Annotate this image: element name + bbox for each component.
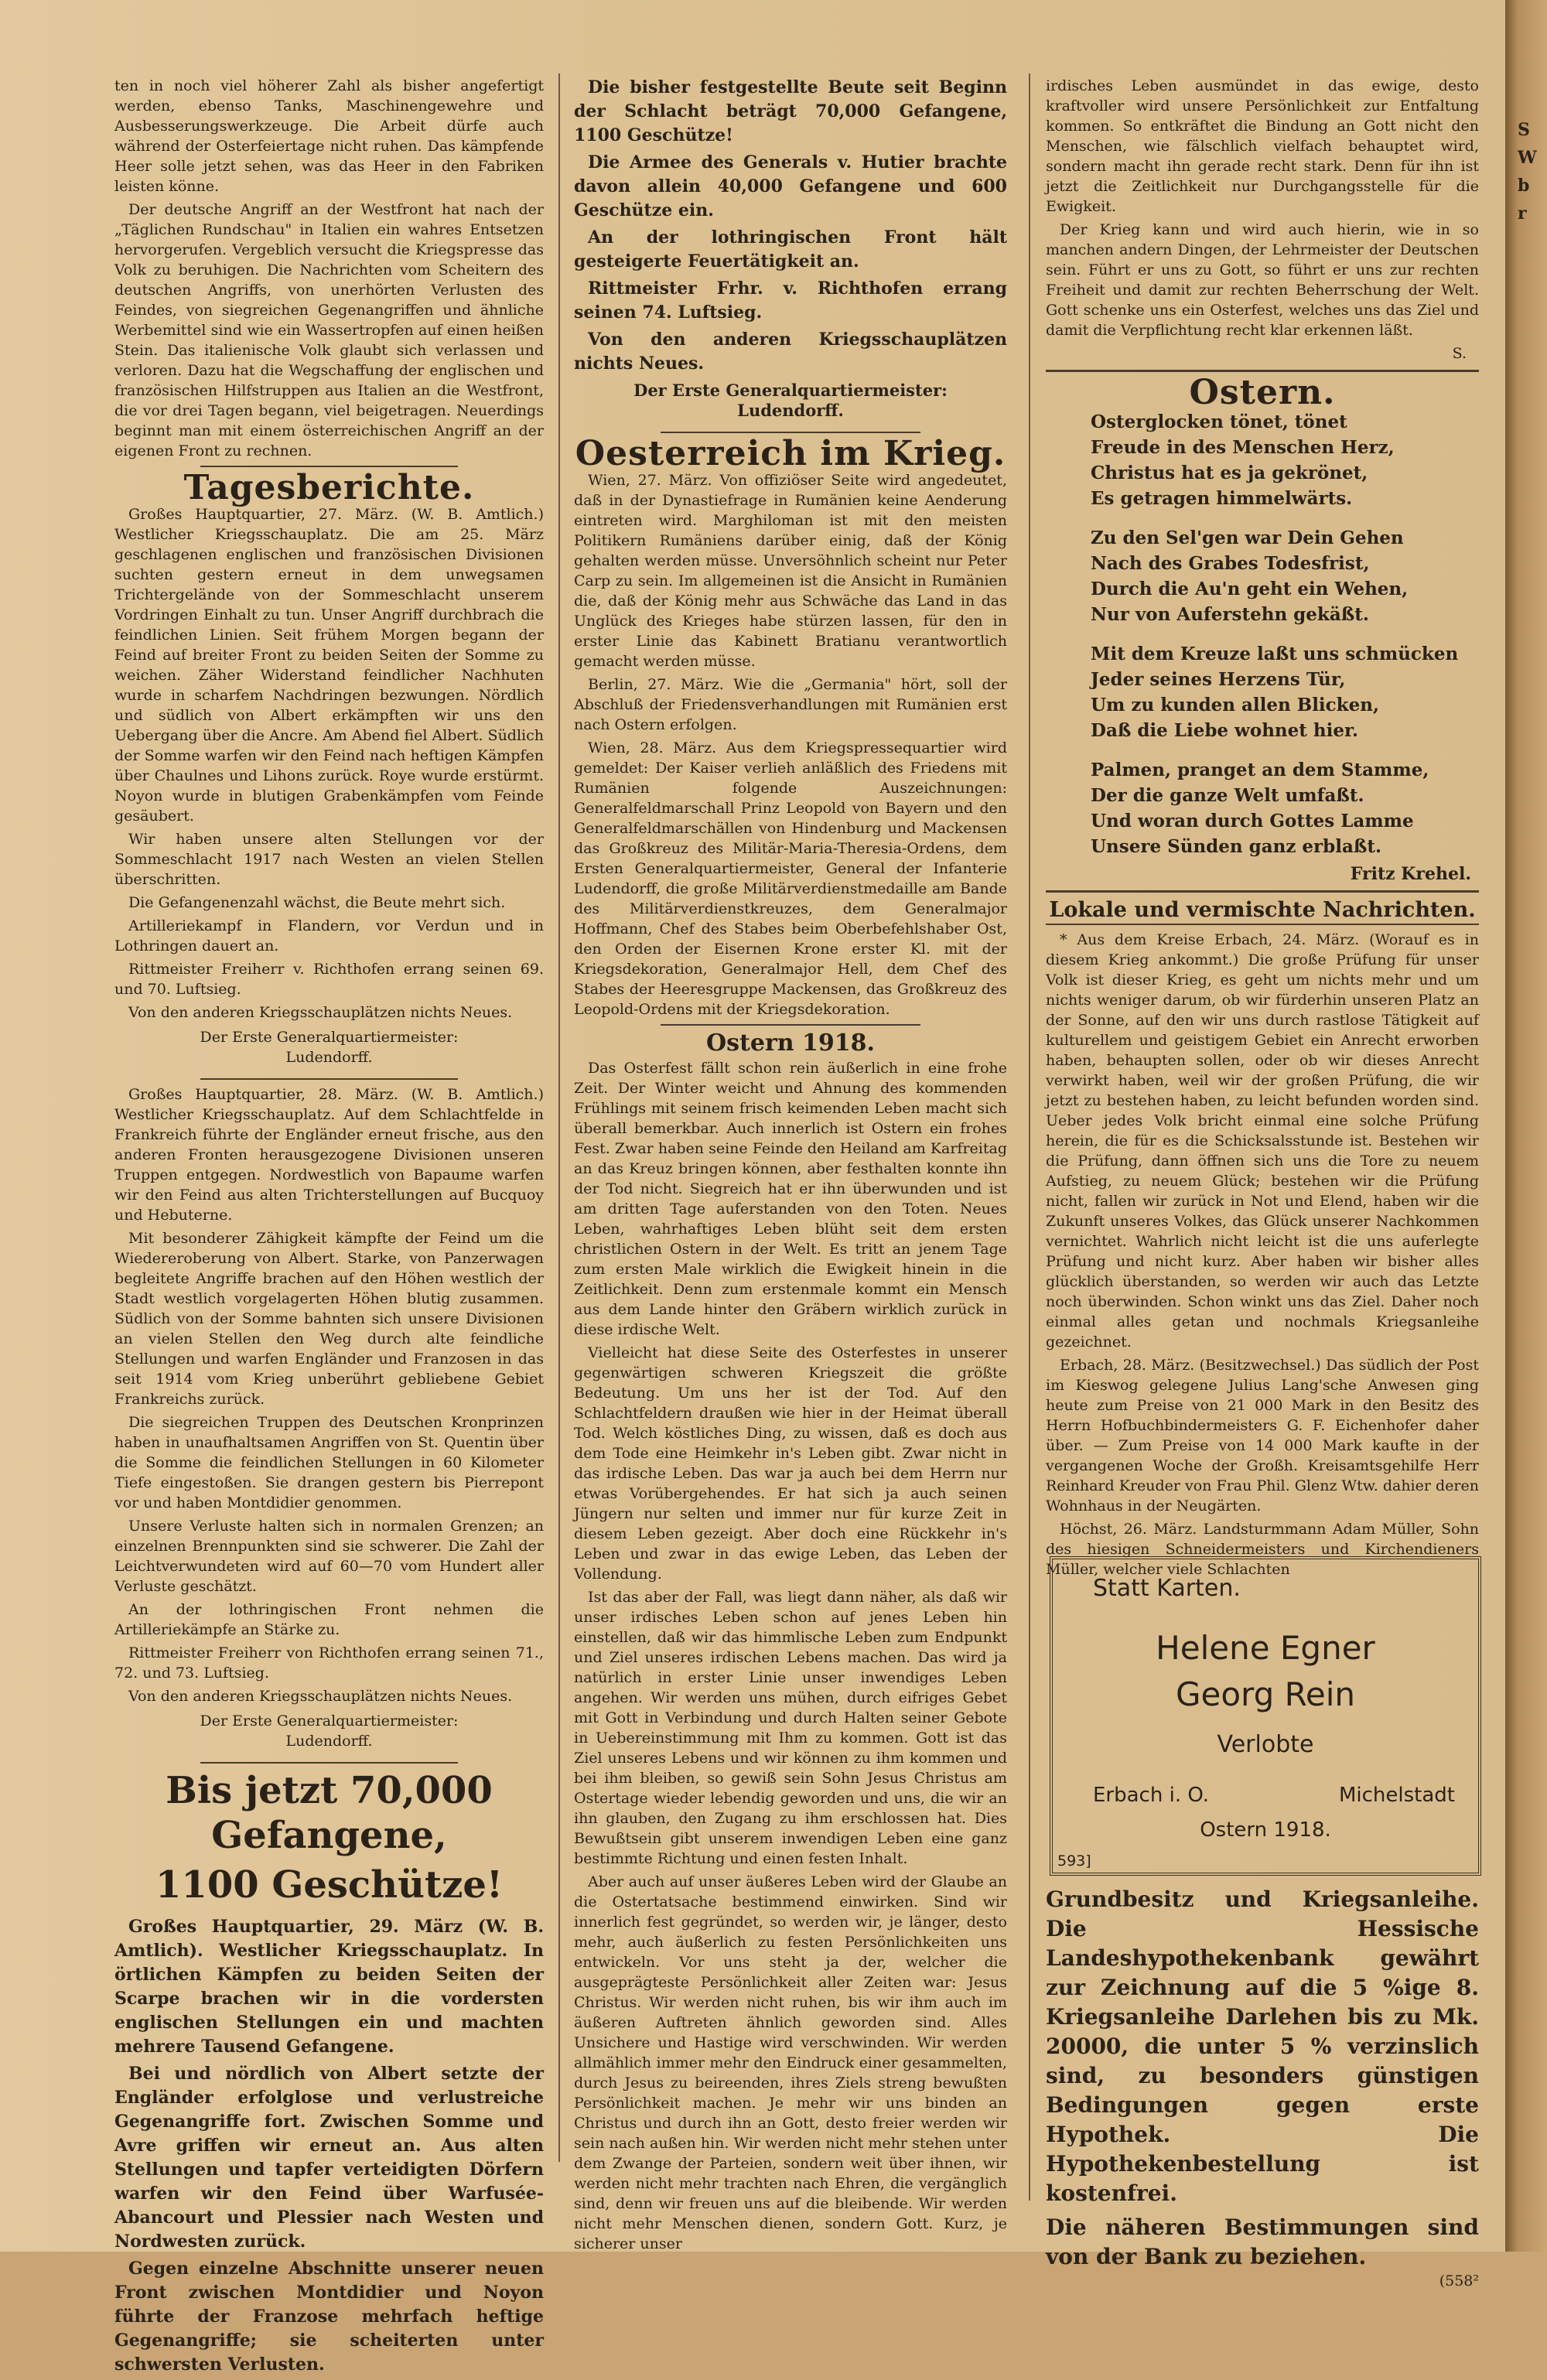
local-news-paragraph: Höchst, 26. März. Landsturmmann Adam Müller, Sohn des hiesigen Schneidermeisters und Kirchendieners Müller, welcher viele Schlachten xyxy=(1046,1521,1479,1578)
poem-line: Es getragen himmelwärts. xyxy=(1091,488,1353,509)
report-paragraph: Unsere Verluste halten sich in normalen Grenzen; an einzelnen Brennpunkten sind sie schwerer. Die Zahl der Leichtverwundeten wird auf 60—70 vom Hundert aller Verluste geschätzt. xyxy=(114,1518,544,1595)
poem-line: Zu den Sel'gen war Dein Gehen xyxy=(1091,528,1404,548)
poem-line: Osterglocken tönet, tönet xyxy=(1091,411,1347,432)
announcement-name: Georg Rein xyxy=(1175,1675,1356,1713)
column-2 xyxy=(574,76,1007,2257)
signature-name: Ludendorff. xyxy=(285,1733,373,1750)
poem-author: Fritz Krehel. xyxy=(1350,864,1471,884)
announcement-place: Michelstadt xyxy=(1338,1784,1455,1807)
bulletin-paragraph: Bei und nördlich von Albert setzte der Engländer erfolglose und verlustreiche Gegenangriffe fort. Zwischen Somme und Avre griffen wir erneut an. Aus alten Stellungen und tapfer verteidigten Dörfern warfen wir den Feind über Warfusée-Abancourt und Plessier nach Westen und Nordwesten zurück. xyxy=(114,2064,544,2252)
divider xyxy=(661,432,920,433)
report-paragraph: Großes Hauptquartier, 28. März. (W. B. Amtlich.) Westlicher Kriegsschauplatz. Auf dem Schlachtfelde in Frankreich führte der Engländer erneut frische, aus den anderen Fronten herausgezogene Divisionen unseren Truppen entgegen. Nordwestlich von Bapaume warfen wir den Feind aus alten Trichterstellungen auf Bucquoy und Hebuterne. xyxy=(114,1086,544,1224)
bank-advertisement xyxy=(1046,1885,1479,2290)
poem-line: Freude in des Menschen Herz, xyxy=(1091,437,1395,458)
report-paragraph: Artilleriekampf in Flandern, vor Verdun und in Lothringen dauert an. xyxy=(114,917,544,954)
announcement-name: Helene Egner xyxy=(1156,1629,1375,1667)
bulletin-paragraph: Gegen einzelne Abschnitte unserer neuen Front zwischen Montdidier und Noyon führte der Franzose mehrfach heftige Gegenangriffe; sie scheiterten unter schwersten Verlusten. xyxy=(114,2259,544,2375)
report-paragraph: Wir haben unsere alten Stellungen vor der Sommeschlacht 1917 nach Westen an vielen Stellen überschritten. xyxy=(114,831,544,888)
divider xyxy=(200,1762,458,1764)
divider xyxy=(661,1024,920,1026)
poem-stanza-1 xyxy=(1046,409,1479,511)
report-paragraph: Großes Hauptquartier, 27. März. (W. B. Amtlich.) Westlicher Kriegsschauplatz. Die am 25. März geschlagenen englischen und französischen Divisionen suchten gestern erneut in dem unwegsamen Trichtergelände von der Sommeschlacht unserem Vordringen Einhalt zu tun. Unser Angriff durchbrach die feindlichen Linien. Seit frühem Morgen begann der Feind auf breiter Front zu beiden Seiten der Somme zu weichen. Zäher Widerstand feindlicher Nachhuten wurde in scharfem Nachdringen bezwungen. Nördlich und südlich von Albert erkämpften wir uns den Uebergang über die Ancre. Am Abend fiel Albert. Südlich der Somme warfen wir den Feind nach heftigen Kämpfen über Chaulnes und Lihons zurück. Roye wurde erstürmt. Noyon wurde in blutigen Grabenkämpfen vom Feinde gesäubert. xyxy=(114,506,544,825)
column-3 xyxy=(1046,76,1479,1583)
signature-title: Der Erste Generalquartiermeister: xyxy=(633,381,948,400)
poem-line: Der die ganze Welt umfaßt. xyxy=(1091,785,1364,806)
poem-stanza-3 xyxy=(1046,641,1479,743)
essay-paragraph: Aber auch auf unser äußeres Leben wird der Glaube an die Ostertatsache bestimmend einwirken. Sind wir innerlich fest gegründet, so werden wir, je länger, desto mehr, auch äußerlich zu festen Persönlichkeiten uns entwickeln. Vor uns steht ja der, welcher die ausgeprägteste Persönlichkeit aller Zeiten war: Jesus Christus. Wir werden nicht ruhen, bis wir ihm auch im äußeren Auftreten ähnlich geworden sind. Alles Unsichere und Hastige wird verschwinden. Wir werden allmählich immer mehr den Eindruck einer gesammelten, durch Jesus zu beireenden, ihres Ziels streng bewußten Persönlichkeit machen. Je mehr wir uns binden an Christus und durch ihn an Gott, desto freier werden wir sein nach außen hin. Wir werden nicht mehr stehen unter dem Zwange der Parteien, sondern weit über ihnen, wir werden nicht mehr trachten nach Ehren, die vergänglich sind, denn wir freuen uns auf die bleibende. Wir werden nicht mehr Menschen dienen, sondern Gott. Kurz, je sicherer unser xyxy=(574,1873,1007,2252)
divider xyxy=(200,466,458,467)
bulletin-paragraph: Großes Hauptquartier, 29. März (W. B. Amtlich). Westlicher Kriegsschauplatz. In örtlichen Kämpfen zu beiden Seiten der Scarpe brachen wir in die vordersten englischen Stellungen ein und machten mehrere Tausend Gefangene. xyxy=(114,1917,544,2057)
report-paragraph: Von den anderen Kriegsschauplätzen nichts Neues. xyxy=(128,1688,513,1705)
signature-name: Ludendorff. xyxy=(737,401,844,420)
headline-line-1: Bis jetzt 70,000 Gefangene, xyxy=(166,1769,493,1857)
essay-signature: S. xyxy=(1452,345,1467,362)
report-paragraph: Die siegreichen Truppen des Deutschen Kronprinzen haben in unaufhaltsamen Angriffen von St. Quentin über die Somme die feindlichen Stellungen in 60 Kilometer Tiefe eingestoßen. Sie drangen gestern bis Pierrepont vor und haben Montdidier genommen. xyxy=(114,1414,544,1511)
essay-paragraph: Das Osterfest fällt schon rein äußerlich in eine frohe Zeit. Der Winter weicht und Ahnung des kommenden Frühlings mit seinem frisch keimenden Leben macht sich überall bemerkbar. Auch innerlich ist Ostern ein frohes Fest. Zwar haben seine Feinde den Heiland am Karfreitag an das Kreuz bringen können, aber festhalten konnte ihn der Tod nicht. Siegreich hat er ihn überwunden und ist am dritten Tage auferstanden von den Toten. Neues Leben, wahrhaftiges Leben blüht seit dem ersten christlichen Ostern in der Welt. Es tritt an jenem Tage zum ersten Male wirklich die Ewigkeit hinein in die Zeitlichkeit. Denn zum erstenmale kommt ein Mensch aus dem Lande hinter den Gräbern wirklich zurück in diese irdische Welt. xyxy=(574,1060,1007,1338)
column-rule-1 xyxy=(558,73,560,2162)
bulletin-paragraph: Rittmeister Frhr. v. Richthofen errang seinen 74. Luftsieg. xyxy=(574,278,1007,323)
poem-line: Nach des Grabes Todesfrist, xyxy=(1091,553,1370,574)
essay-paragraph: Vielleicht hat diese Seite des Osterfestes in unserer gegenwärtigen schweren Kriegszeit die größte Bedeutung. Um uns her ist der Tod. Auf den Schlachtfeldern draußen wie hier in der Heimat überall Tod. Welch köstliches Ding, zu wissen, daß es doch aus dem Tode eine Heimkehr in's Leben gibt. Zwar nicht in das irdische Leben. Das war ja auch bei dem Herrn nur etwas Vorübergehendes. Er hat sich ja auch seinen Jüngern nur selten und immer nur für kurze Zeit in diesem Leben gezeigt. Aber doch eine Rückkehr in's Leben und zwar in das ewige Leben, das Leben der Vollendung. xyxy=(574,1344,1007,1583)
poem-line: Mit dem Kreuze laßt uns schmücken xyxy=(1091,644,1459,664)
announcement-header: Statt Karten. xyxy=(1093,1575,1241,1602)
ad-number: 593] xyxy=(1057,1852,1091,1870)
announcement-place: Erbach i. O. xyxy=(1093,1784,1210,1807)
column-1 xyxy=(114,76,544,2380)
divider xyxy=(1046,890,1479,893)
section-heading: Tagesberichte. xyxy=(183,468,475,507)
section-heading: Ostern. xyxy=(1189,373,1336,412)
poem-line: Unsere Sünden ganz erblaßt. xyxy=(1091,836,1381,857)
signature-title: Der Erste Generalquartiermeister: xyxy=(200,1029,459,1046)
essay-paragraph: Ist das aber der Fall, was liegt dann näher, als daß wir unser irdisches Leben schon auf jenes Leben hin einstellen, daß wir das himmlische Leben zum Endpunkt und Ziel unseres irdischen Lebens machen. Das wird ja natürlich in erster Linie unser inwendiges Leben angehen. Wir werden uns mühen, durch eifriges Gebet mit Gott in Verbindung und durch Halten seiner Gebote in Uebereinstimmung mit Ihm zu kommen. Gott ist das Ziel unseres Lebens und wir können zu ihm kommen und bei ihm bleiben, so gewiß sein Sohn Jesus Christus am Ostertage wieder lebendig geworden und uns, die wir an ihn glauben, den Zugang zu ihm erschlossen hat. Dies Bewußtsein gibt unserem inwendigen Leben eine ganz bestimmte Richtung und einen festen Inhalt. xyxy=(574,1589,1007,1867)
poem-line: Nur von Auferstehn gekäßt. xyxy=(1091,604,1369,625)
report-paragraph: Die Gefangenenzahl wächst, die Beute mehrt sich. xyxy=(128,894,506,911)
poem-line: Daß die Liebe wohnet hier. xyxy=(1091,720,1359,741)
article-paragraph: Der deutsche Angriff an der Westfront hat nach der „Täglichen Rundschau" in Italien ein wahres Entsetzen hervorgerufen. Vergeblich versucht die Kriegspresse das Volk zu beruhigen. Die Nachrichten vom Scheitern des deutschen Angriffs, von unerhörten Verlusten des Feindes, von siegreichen Gegenangriffen und ähnliche Werbemittel sind wie ein Wassertropfen auf einen heißen Stein. Das italienische Volk glaubt sich verlassen und verloren. Dazu hat die Wegschaffung der englischen und französischen Hilfstruppen aus Italien an die Westfront, die vor drei Tagen begann, viel beigetragen. Neuerdings beginnt man mit einem österreichischen Angriff an der eigenen Front zu rechnen. xyxy=(114,201,544,459)
divider xyxy=(200,1078,458,1080)
section-heading: Oesterreich im Krieg. xyxy=(575,434,1006,473)
local-news-paragraph: Erbach, 28. März. (Besitzwechsel.) Das südlich der Post im Kieswog gelegene Julius Lang'sche Anwesen ging heute zum Preise von 21 000 Mark in den Besitz des Herrn Hofbuchbindermeisters G. F. Eichenhofer daher über. — Zum Preise von 14 000 Mark kaufte in der vergangenen Woche der Großh. Kreisamtsgehilfe Herr Reinhard Kreuder von Frau Phil. Glenz Wtw. dahier deren Wohnhaus in der Neugärten. xyxy=(1046,1357,1479,1514)
announcement-status: Verlobte xyxy=(1217,1731,1314,1758)
poem-stanza-4 xyxy=(1046,757,1479,859)
bulletin-paragraph: Von den anderen Kriegsschauplätzen nichts Neues. xyxy=(574,330,1007,374)
report-paragraph: Rittmeister Freiherr v. Richthofen errang seinen 69. und 70. Luftsieg. xyxy=(114,961,544,998)
news-paragraph: Wien, 28. März. Aus dem Kriegspressequartier wird gemeldet: Der Kaiser verlieh anläßlich des Friedens mit Rumänien folgende Auszeichnungen: Generalfeldmarschall Prinz Leopold von Bayern und den Generalfeldmarschällen von Hindenburg und Mackensen das Großkreuz des Militär-Maria-Theresia-Ordens, dem Ersten Generalquartiermeister, General der Infanterie Ludendorff, die große Militärverdienstmedaille am Bande des Militärverdienstkreuzes, dem Generalmajor Hoffmann, Chef des Stabes beim Oberbefehlshaber Ost, den Orden der Eisernen Krone erster Kl. mit der Kriegsdekoration, Generalmajor Hell, dem Chef des Stabes der Heeresgruppe Mackensen, das Großkreuz des Leopold-Ordens mit der Kriegsdekoration. xyxy=(574,739,1007,1018)
bulletin-paragraph: Die Armee des Generals v. Hutier brachte davon allein 40,000 Gefangene und 600 Geschütze ein. xyxy=(574,152,1007,220)
headline-line-2: 1100 Geschütze! xyxy=(155,1863,503,1907)
report-paragraph: Von den anderen Kriegsschauplätzen nichts Neues. xyxy=(128,1004,513,1021)
report-paragraph: Mit besonderer Zähigkeit kämpfte der Feind um die Wiedereroberung von Albert. Starke, von Panzerwagen begleitete Angriffe brachen auf den Höhen westlich der Stadt westlich vorgelagerten Höhen blutig zusammen. Südlich von der Somme bahnten sich unsere Divisionen an vielen Stellen den Weg durch alte feindliche Stellungen und warfen Engländer und Franzosen in das seit 1914 vom Krieg unberührt gebliebene Gebiet Frankreichs zurück. xyxy=(114,1230,544,1408)
engagement-announcement xyxy=(1050,1556,1481,1876)
poem-line: Um zu kunden allen Blicken, xyxy=(1091,695,1379,715)
ad-text: Die näheren Bestimmungen sind von der Bank zu beziehen. xyxy=(1046,2214,1479,2269)
essay-paragraph: Der Krieg kann und wird auch hierin, wie in so manchen andern Dingen, der Lehrmeister der Deutschen sein. Führt er uns zu Gott, so führt er uns zur rechten Freiheit und damit zur rechten Beherrschung der Welt. Gott schenke uns ein Osterfest, welches uns das Ziel und damit die Verpflichtung recht klar erkennen läßt. xyxy=(1046,221,1479,339)
poem-line: Durch die Au'n geht ein Wehen, xyxy=(1091,579,1409,599)
report-paragraph: An der lothringischen Front nehmen die Artilleriekämpfe an Stärke zu. xyxy=(114,1601,544,1638)
poem-line: Und woran durch Gottes Lamme xyxy=(1091,811,1414,831)
ad-text: Grundbesitz und Kriegsanleihe. Die Hessische Landeshypothekenbank gewährt zur Zeichnung auf die 5 %ige 8. Kriegsanleihe Darlehen bis zu Mk. 20000, die unter 5 % verzinslich sind, zu besonders günstigen Bedingungen gegen erste Hypothek. Die Hypothekenbestellung ist kostenfrei. xyxy=(1046,1887,1479,2206)
article-paragraph: ten in noch viel höherer Zahl als bisher angefertigt werden, ebenso Tanks, Maschinengewehre und Ausbesserungswerkzeuge. Die Arbeit dürfe auch während der Osterfeiertage nicht ruhen. Das kämpfende Heer solle jetzt sehen, was das Heer in den Fabriken leisten könne. xyxy=(114,77,544,195)
report-paragraph: Rittmeister Freiherr von Richthofen errang seinen 71., 72. und 73. Luftsieg. xyxy=(114,1644,544,1682)
news-paragraph: Wien, 27. März. Von offiziöser Seite wird angedeutet, daß in der Dynastiefrage in Rumänien keine Aenderung eintreten wird. Marghiloman ist mit den meisten Politikern Rumäniens darüber einig, daß der König gehalten werden müsse. Unversöhnlich scheint nur Peter Carp zu sein. Im allgemeinen ist die Ansicht in Rumänien die, daß der König mehr aus Schwäche das Land in das Unglück des Krieges habe stürzen lassen, für den in erster Linie das Kabinett Bratianu verantwortlich gemacht werden müsse. xyxy=(574,472,1007,670)
poem-line: Christus hat es ja gekrönet, xyxy=(1091,463,1368,483)
signature-title: Der Erste Generalquartiermeister: xyxy=(200,1712,459,1730)
news-paragraph: Berlin, 27. März. Wie die „Germania" hört, soll der Abschluß der Friedensverhandlungen mit Rumänien erst nach Ostern erfolgen. xyxy=(574,676,1007,733)
adjacent-page-fragment: S W b r xyxy=(1518,120,1537,224)
ad-number: (558² xyxy=(1439,2272,1479,2290)
column-rule-2 xyxy=(1029,73,1030,2201)
bulletin-paragraph: An der lothringischen Front hält gesteigerte Feuertätigkeit an. xyxy=(574,227,1007,271)
announcement-date: Ostern 1918. xyxy=(1200,1818,1331,1842)
divider xyxy=(1046,370,1479,372)
essay-paragraph: irdisches Leben ausmündet in das ewige, desto kraftvoller wird unsere Persönlichkeit zur Entfaltung kommen. So entkräftet die Bindung an Gott nicht den Menschen, wie fälschlich vielfach behauptet wird, sondern macht ihn gerade recht stark. Denn für ihn ist jetzt die Zeitlichkeit nur Durchgangsstelle für die Ewigkeit. xyxy=(1046,77,1479,215)
section-heading: Ostern 1918. xyxy=(706,1030,875,1057)
bulletin-paragraph: Die bisher festgestellte Beute seit Beginn der Schlacht beträgt 70,000 Gefangene, 1100 Geschütze! xyxy=(574,77,1007,145)
poem-stanza-2 xyxy=(1046,525,1479,627)
signature-name: Ludendorff. xyxy=(285,1049,373,1066)
section-heading: Lokale und vermischte Nachrichten. xyxy=(1046,900,1479,925)
poem-line: Palmen, pranget an dem Stamme, xyxy=(1091,760,1429,780)
page-fold xyxy=(1505,0,1547,2252)
poem-line: Jeder seines Herzens Tür, xyxy=(1091,669,1346,690)
local-news-paragraph: * Aus dem Kreise Erbach, 24. März. (Worauf es in diesem Krieg ankommt.) Die große Prüfung für unser Volk ist dieser Krieg, es geht um nichts mehr und um nichts weniger darum, ob wir fürderhin unseren Platz an der Sonne, auf den wir uns durch rastlose Tätigkeit auf kulturellem und geistigem Gebiet ein Anrecht erworben haben, behaupten sollen, oder ob wir dieses Anrecht verwirkt haben, weil wir der großen Prüfung, die wir jetzt zu bestehen haben, zu leicht befunden worden sind. Ueber jedes Volk bricht einmal eine solche Prüfung herein, die für es die Schicksalsstunde ist. Bestehen wir die Prüfung, dann öffnen sich uns die Tore zu neuem Aufstieg, zu neuem Glück; bestehen wir die Prüfung nicht, fallen wir zurück in Not und Elend, haben wir die Zukunft unseres Volkes, das Glück unserer Nachkommen vernichtet. Wahrlich nicht leicht ist die uns auferlegte Prüfung und nicht kurz. Aber haben wir bisher alles glücklich überstanden, so werden wir auch das Letzte noch überwinden. Schon winkt uns das Ziel. Daher noch einmal alles getan und nochmals Kriegsanleihe gezeichnet. xyxy=(1046,931,1479,1350)
